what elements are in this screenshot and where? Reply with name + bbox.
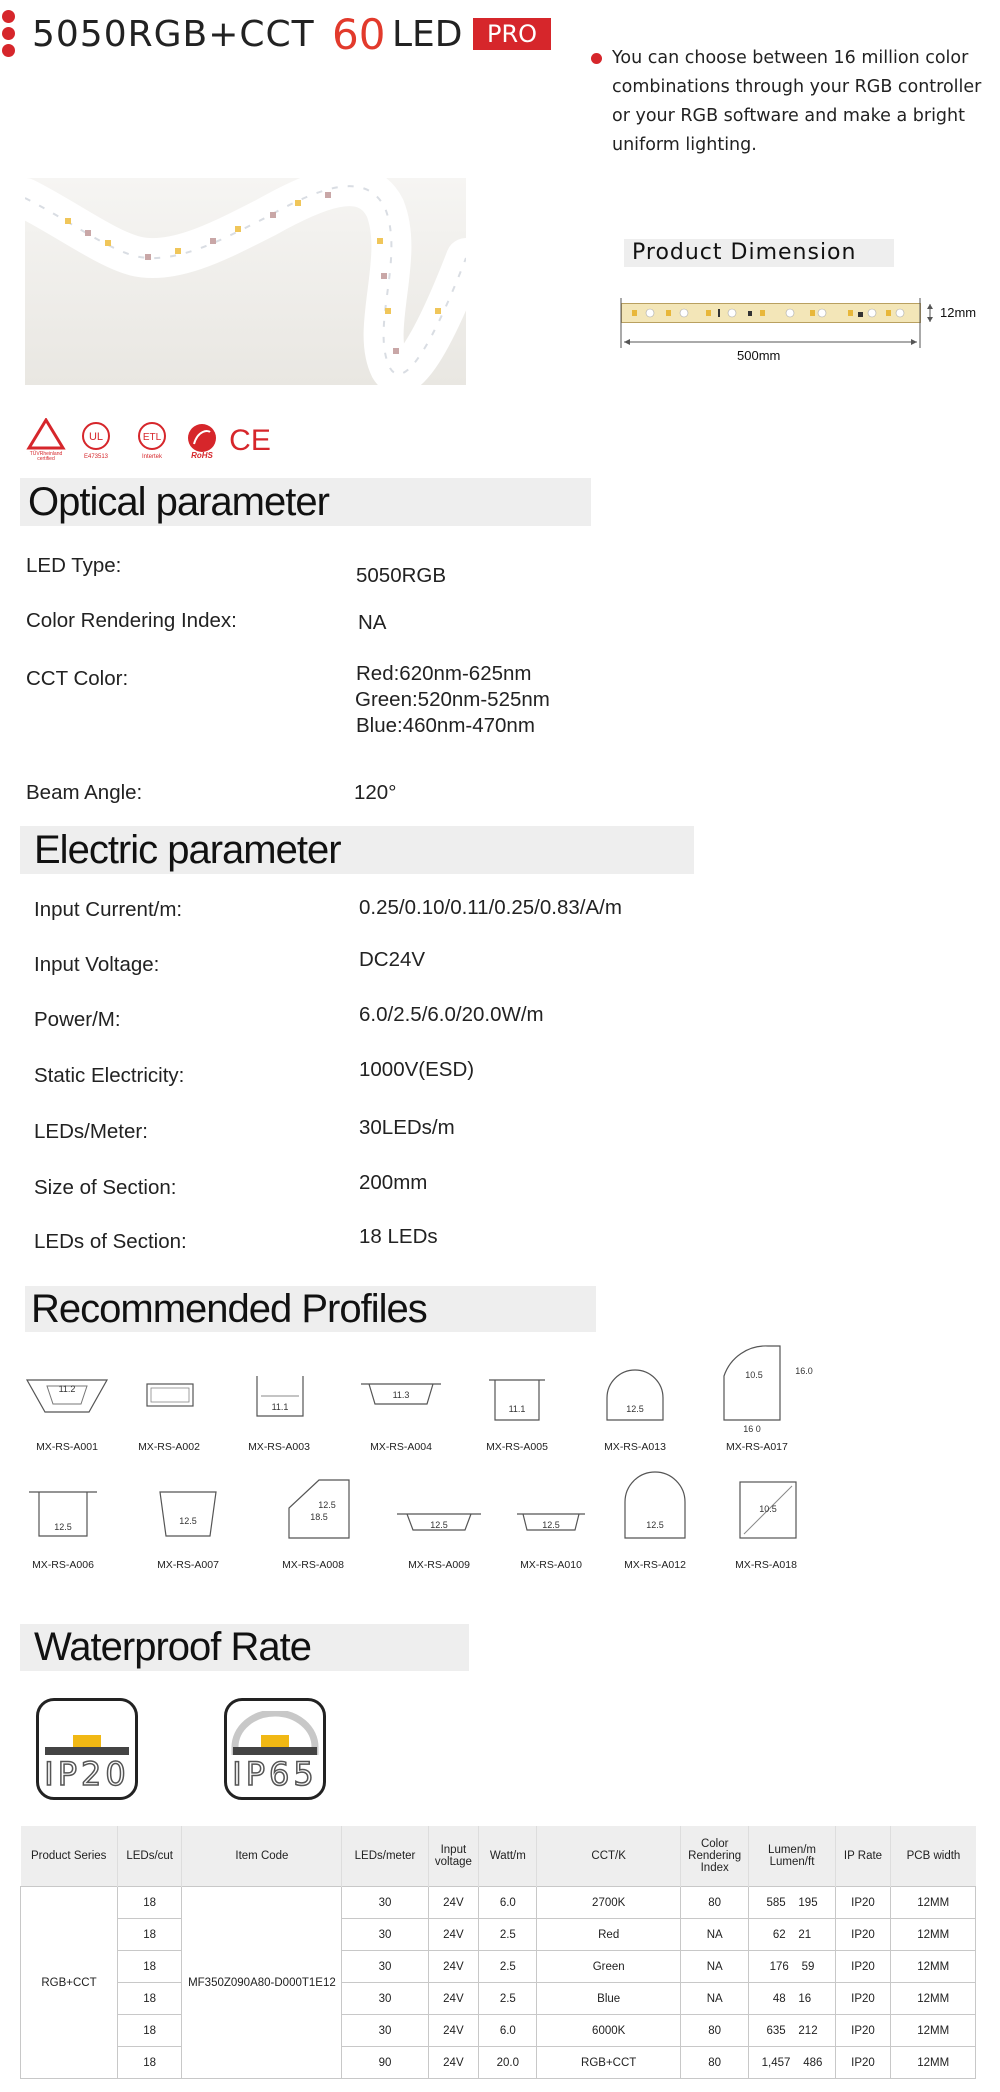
profile-code: MX-RS-A003: [248, 1441, 310, 1453]
cell: 6.0: [479, 1887, 537, 1919]
profile-item: [258, 1478, 368, 1571]
cell: Green: [537, 1951, 680, 1983]
profile-drawing: [467, 1360, 567, 1432]
profile-drawing: [17, 1360, 117, 1432]
profile-drawing: [585, 1360, 685, 1432]
svg-text:UL: UL: [88, 431, 104, 443]
cell: 2.5: [479, 1983, 537, 2015]
cell: 30: [342, 1951, 428, 1983]
table-row: [21, 1983, 976, 2015]
pro-badge: PRO: [473, 18, 551, 50]
profile-item: [114, 1360, 224, 1453]
col-header: LEDs/cut: [117, 1826, 181, 1887]
profile-drawing: [119, 1360, 219, 1432]
profile-drawing: [501, 1478, 601, 1550]
col-header: Item Code: [182, 1826, 342, 1887]
profile-drawing: [351, 1360, 451, 1432]
profile-dim: 11.1: [271, 1402, 289, 1412]
col-header: PCB width: [891, 1826, 976, 1887]
electric-label: Input Current/m:: [34, 898, 183, 921]
ip20-label: IP20: [44, 1755, 130, 1793]
cell: 6000K: [537, 2015, 680, 2047]
electric-label: Size of Section:: [34, 1176, 177, 1199]
profile-code: MX-RS-A008: [282, 1559, 344, 1571]
dimension-title: Product Dimension: [624, 239, 894, 267]
profile-dim: 11.3: [392, 1390, 410, 1400]
profile-dim: 12.5: [179, 1516, 197, 1526]
led-type-value: 5050RGB: [356, 564, 447, 587]
table-row: [21, 1919, 976, 1951]
profile-dim: 12.5: [646, 1520, 664, 1530]
cell: 2700K: [537, 1887, 680, 1919]
table-row: [21, 1951, 976, 1983]
cell: 12MM: [891, 2047, 976, 2079]
cell: 30: [342, 1887, 428, 1919]
cell: 18: [117, 1983, 181, 2015]
svg-text:TÜVRheinland: TÜVRheinland: [29, 451, 63, 457]
profile-code: MX-RS-A017: [726, 1441, 788, 1453]
cell: 12MM: [891, 2015, 976, 2047]
cell: 30: [342, 1919, 428, 1951]
dimension-arrows: [618, 298, 940, 350]
cell: 24V: [428, 1983, 479, 2015]
profile-item: [462, 1360, 572, 1453]
led-strip-photo: [25, 178, 466, 385]
profile-code: MX-RS-A009: [408, 1559, 470, 1571]
electric-value: 6.0/2.5/6.0/20.0W/m: [359, 1003, 544, 1026]
profile-item: [133, 1478, 243, 1571]
col-header: Lumen/m Lumen/ft: [749, 1826, 835, 1887]
profile-item: [700, 1340, 820, 1453]
lumen-cell: 1,457 486: [749, 2047, 835, 2079]
profile-code: MX-RS-A006: [32, 1559, 94, 1571]
cell: IP20: [835, 2015, 891, 2047]
lumen-cell: 635 212: [749, 2015, 835, 2047]
profile-item: [580, 1360, 690, 1453]
profile-code: MX-RS-A004: [370, 1441, 432, 1453]
cell: 12MM: [891, 1983, 976, 2015]
rohs-icon: [182, 420, 222, 465]
cct-label: CCT Color:: [26, 667, 129, 690]
led-word: LED: [392, 14, 463, 55]
product-title: 5050RGB+CCT: [32, 14, 315, 55]
cell: 2.5: [479, 1951, 537, 1983]
waterproof-heading: Waterproof Rate: [20, 1624, 469, 1671]
cell: 24V: [428, 2047, 479, 2079]
profile-dim: 12.5: [430, 1520, 448, 1530]
electric-label: LEDs/Meter:: [34, 1120, 148, 1143]
profile-code: MX-RS-A005: [486, 1441, 548, 1453]
col-header: Color Rendering Index: [680, 1826, 749, 1887]
profile-code: MX-RS-A007: [157, 1559, 219, 1571]
cell: 12MM: [891, 1887, 976, 1919]
cell: IP20: [835, 1983, 891, 2015]
cell: 20.0: [479, 2047, 537, 2079]
led-type-label: LED Type:: [26, 554, 122, 577]
profile-code: MX-RS-A002: [138, 1441, 200, 1453]
cell: 6.0: [479, 2015, 537, 2047]
col-header: CCT/K: [537, 1826, 680, 1887]
electric-value: 0.25/0.10/0.11/0.25/0.83/A/m: [359, 896, 622, 919]
table-header-row: [21, 1826, 976, 1887]
cell: 80: [680, 1887, 749, 1919]
profile-extra-dim: 18.5: [310, 1512, 328, 1522]
svg-text:RoHS: RoHS: [191, 451, 213, 460]
profile-drawing: [389, 1478, 489, 1550]
cct-blue-value: Blue:460nm-470nm: [356, 714, 535, 737]
table-row: [21, 2015, 976, 2047]
profile-drawing: [13, 1478, 113, 1550]
profile-dim: 10.5: [745, 1370, 763, 1380]
item-code-cell: MF350Z090A80-D000T1E12: [182, 1887, 342, 2079]
profile-item: [384, 1478, 494, 1571]
ip65-icon: [224, 1698, 326, 1800]
profile-dim: 11.1: [508, 1404, 526, 1414]
profile-dim: 12.5: [318, 1500, 336, 1510]
cell: 24V: [428, 2015, 479, 2047]
cell: 2.5: [479, 1919, 537, 1951]
profile-item: [600, 1468, 710, 1571]
cell: 12MM: [891, 1919, 976, 1951]
etl-icon: [132, 420, 172, 465]
bullet-icon: [591, 53, 602, 64]
profile-drawing: [605, 1468, 705, 1550]
profile-dim: 12.5: [626, 1404, 644, 1414]
cell: IP20: [835, 2047, 891, 2079]
cell: RGB+CCT: [537, 2047, 680, 2079]
col-header: IP Rate: [835, 1826, 891, 1887]
profiles-heading: Recommended Profiles: [25, 1286, 596, 1332]
profile-bottom-dim: 16 0: [743, 1424, 761, 1432]
cell: NA: [680, 1951, 749, 1983]
cri-label: Color Rendering Index:: [26, 609, 237, 632]
profile-dim: 12.5: [542, 1520, 560, 1530]
svg-text:CE: CE: [229, 424, 271, 456]
ce-icon: [228, 424, 272, 461]
profile-dim: 11.2: [58, 1384, 76, 1394]
profile-drawing: [263, 1478, 363, 1550]
profile-drawing: [229, 1360, 329, 1432]
lumen-cell: 176 59: [749, 1951, 835, 1983]
cct-red-value: Red:620nm-625nm: [356, 662, 532, 685]
ip20-icon: [36, 1698, 138, 1800]
profile-item: [8, 1478, 118, 1571]
profile-code: MX-RS-A012: [624, 1559, 686, 1571]
cell: IP20: [835, 1951, 891, 1983]
dimension-width-label: 12mm: [940, 305, 977, 320]
cell: 80: [680, 2015, 749, 2047]
profile-drawing: [700, 1340, 820, 1432]
cell: NA: [680, 1983, 749, 2015]
cell: Red: [537, 1919, 680, 1951]
cell: 18: [117, 2015, 181, 2047]
lumen-cell: 48 16: [749, 1983, 835, 2015]
col-header: Watt/m: [479, 1826, 537, 1887]
cell: 24V: [428, 1951, 479, 1983]
cell: IP20: [835, 1887, 891, 1919]
profile-dim: 12.5: [54, 1522, 72, 1532]
col-header: Input voltage: [428, 1826, 479, 1887]
electric-heading: Electric parameter: [20, 826, 694, 874]
beam-angle-value: 120°: [354, 781, 397, 804]
ip65-label: IP65: [232, 1755, 318, 1793]
electric-value: 30LEDs/m: [359, 1116, 455, 1139]
cell: 18: [117, 1919, 181, 1951]
electric-label: Input Voltage:: [34, 953, 160, 976]
cell: 18: [117, 1887, 181, 1919]
electric-value: 1000V(ESD): [359, 1058, 475, 1081]
cell: 30: [342, 2015, 428, 2047]
table-row: [21, 2047, 976, 2079]
profile-item: [224, 1360, 334, 1453]
cri-value: NA: [358, 611, 387, 634]
header-dots: [2, 10, 18, 61]
cell: 80: [680, 2047, 749, 2079]
profile-side-dim: 16.0: [795, 1366, 813, 1376]
optical-heading: Optical parameter: [20, 478, 591, 526]
svg-text:ETL: ETL: [142, 432, 162, 443]
profile-code: MX-RS-A010: [520, 1559, 582, 1571]
profile-item: [346, 1360, 456, 1453]
cell: 30: [342, 1983, 428, 2015]
profile-code: MX-RS-A001: [36, 1441, 98, 1453]
profile-drawing: [138, 1478, 238, 1550]
profile-code: MX-RS-A018: [735, 1559, 797, 1571]
electric-label: Power/M:: [34, 1008, 121, 1031]
cct-green-value: Green:520nm-525nm: [355, 688, 550, 711]
table-row: [21, 1887, 976, 1919]
electric-label: LEDs of Section:: [34, 1230, 187, 1253]
col-header: LEDs/meter: [342, 1826, 428, 1887]
cell: 90: [342, 2047, 428, 2079]
electric-value: 18 LEDs: [359, 1225, 438, 1248]
tuv-icon: [26, 418, 66, 465]
series-cell: RGB+CCT: [21, 1887, 118, 2079]
lumen-cell: 585 195: [749, 1887, 835, 1919]
spec-table: [20, 1826, 976, 2079]
intro-text: You can choose between 16 million color combinations through your RGB controller or your RGB software and make a bright uniform lighting.: [612, 48, 982, 155]
cell: Blue: [537, 1983, 680, 2015]
beam-angle-label: Beam Angle:: [26, 781, 143, 804]
profile-item: [12, 1360, 122, 1453]
dimension-length-label: 500mm: [737, 348, 781, 363]
electric-label: Static Electricity:: [34, 1064, 185, 1087]
electric-value: 200mm: [359, 1171, 428, 1194]
cell: IP20: [835, 1919, 891, 1951]
svg-text:certified: certified: [37, 456, 55, 460]
cell: NA: [680, 1919, 749, 1951]
col-header: Product Series: [21, 1826, 118, 1887]
led-count: 60: [332, 10, 386, 59]
svg-text:E473513: E473513: [83, 454, 109, 460]
cell: 24V: [428, 1887, 479, 1919]
profile-code: MX-RS-A013: [604, 1441, 666, 1453]
profile-item: [496, 1478, 606, 1571]
svg-text:Intertek: Intertek: [141, 454, 163, 460]
cell: 18: [117, 2047, 181, 2079]
lumen-cell: 62 21: [749, 1919, 835, 1951]
cell: 18: [117, 1951, 181, 1983]
electric-value: DC24V: [359, 948, 426, 971]
cell: 12MM: [891, 1951, 976, 1983]
profile-item: [711, 1478, 821, 1571]
profile-dim: 10.5: [759, 1504, 777, 1514]
profile-drawing: [716, 1478, 816, 1550]
cell: 24V: [428, 1919, 479, 1951]
ul-icon: [76, 420, 116, 465]
